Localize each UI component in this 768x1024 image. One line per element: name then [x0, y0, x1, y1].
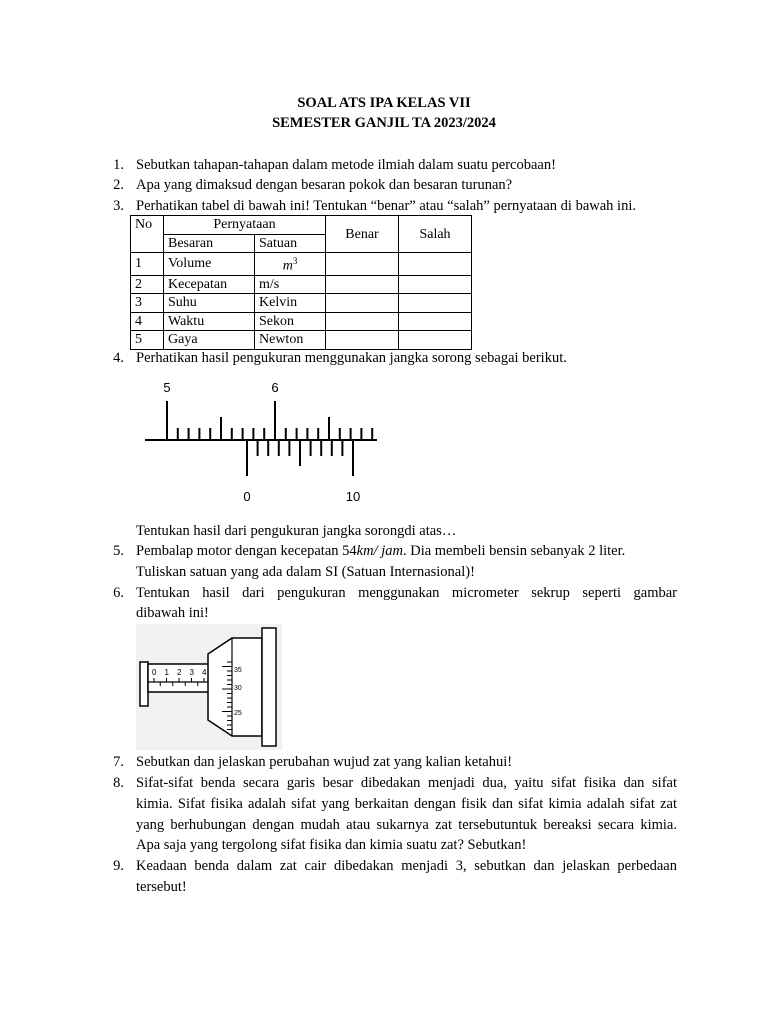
table-row [131, 253, 472, 276]
row-benar-cell [326, 331, 399, 350]
row-no: 2 [131, 275, 164, 294]
thimble-label-25: 25 [234, 710, 242, 717]
micrometer-figure [136, 624, 282, 750]
q8-line2: kimia. Sifat fisika adalah sifat yang berkaitan dengan fisik dan sifat kimia adalah sifat zat [136, 796, 677, 812]
unit-m: m [282, 258, 293, 274]
row-besaran: Waktu [164, 312, 255, 331]
q6-number: 6. [113, 585, 124, 601]
q3-number: 3. [113, 198, 124, 214]
row-no: 1 [131, 253, 164, 276]
vernier-label-0: 0 [243, 489, 251, 504]
q5-unit: km/ jam [356, 543, 403, 559]
unit-exponent: 3 [292, 256, 298, 266]
q4-followup: Tentukan hasil dari pengukuran jangka sorongdi atas… [136, 523, 457, 539]
row-no: 5 [131, 331, 164, 350]
row-satuan: Newton [255, 331, 326, 350]
vernier-label-10: 10 [345, 489, 361, 504]
vernier-caliper-figure [140, 375, 385, 515]
q4-number: 4. [113, 350, 124, 366]
row-salah-cell [399, 253, 472, 276]
row-besaran: Suhu [164, 294, 255, 313]
q5-line1 [136, 541, 677, 562]
vernier-scale-ticks [247, 440, 353, 476]
q4-text: Perhatikan hasil pengukuran menggunakan jangka sorong sebagai berikut. [136, 350, 567, 366]
row-besaran: Gaya [164, 331, 255, 350]
row-no: 3 [131, 294, 164, 313]
q5-value: 54 [342, 543, 357, 559]
row-satuan: m/s [255, 275, 326, 294]
q5-number: 5. [113, 543, 124, 559]
q1-text: Sebutkan tahapan-tahapan dalam metode ilmiah dalam suatu percobaan! [136, 157, 556, 173]
row-benar-cell [326, 294, 399, 313]
row-salah-cell [399, 331, 472, 350]
q8-line4: Apa saja yang tergolong sifat fisika dan kimia suatu zat? Sebutkan! [136, 837, 527, 853]
sleeve-label: 4 [202, 668, 207, 677]
q2-number: 2. [113, 177, 124, 193]
main-label-6: 6 [271, 380, 279, 395]
row-benar-cell [326, 253, 399, 276]
thimble-label-35: 35 [234, 667, 242, 674]
ratchet [262, 628, 276, 746]
q9-number: 9. [113, 858, 124, 874]
anvil [140, 662, 148, 706]
q3-text: Perhatikan tabel di bawah ini! Tentukan “benar” atau “salah” pernyataan di bawah ini. [136, 198, 636, 214]
q6-line2: dibawah ini! [136, 605, 209, 621]
sleeve-label: 1 [164, 668, 169, 677]
row-satuan: Sekon [255, 312, 326, 331]
table-row [131, 312, 472, 331]
table-row [131, 294, 472, 313]
q5-line2: Tuliskan satuan yang ada dalam SI (Satuan Internasional)! [136, 564, 475, 580]
statement-table [130, 215, 472, 350]
q1-number: 1. [113, 157, 124, 173]
row-salah-cell [399, 294, 472, 313]
sleeve-label: 3 [189, 668, 194, 677]
row-satuan [255, 253, 326, 276]
q7-number: 7. [113, 754, 124, 770]
row-benar-cell [326, 312, 399, 331]
row-salah-cell [399, 275, 472, 294]
row-besaran: Kecepatan [164, 275, 255, 294]
th-salah: Salah [399, 216, 472, 253]
th-pernyataan: Pernyataan [164, 216, 326, 235]
row-satuan: Kelvin [255, 294, 326, 313]
th-besaran: Besaran [164, 234, 255, 253]
sleeve-label: 0 [152, 668, 157, 677]
q5-post: . Dia membeli bensin sebanyak 2 liter. [402, 543, 626, 559]
th-benar: Benar [326, 216, 399, 253]
th-satuan: Satuan [255, 234, 326, 253]
q7-text: Sebutkan dan jelaskan perubahan wujud zat yang kalian ketahui! [136, 754, 513, 770]
table-row [131, 331, 472, 350]
main-label-5: 5 [163, 380, 171, 395]
q8-line3: yang berhubungan dengan mudah atau sukarnya zat tersebutuntuk bereaksi secara kimia. [136, 817, 677, 833]
exam-subtitle: SEMESTER GANJIL TA 2023/2024 [272, 115, 496, 131]
row-besaran: Volume [164, 253, 255, 276]
sleeve-label: 2 [177, 668, 182, 677]
table-row [131, 275, 472, 294]
thimble-label-30: 30 [234, 685, 242, 692]
main-scale-ticks [167, 401, 372, 440]
exam-title: SOAL ATS IPA KELAS VII [297, 95, 471, 111]
row-no: 4 [131, 312, 164, 331]
q5-pre: Pembalap motor dengan kecepatan [136, 543, 339, 559]
q2-text: Apa yang dimaksud dengan besaran pokok dan besaran turunan? [136, 177, 513, 193]
q8-line1: Sifat-sifat benda secara garis besar dibedakan menjadi dua, yaitu sifat fisika dan sifat [136, 775, 677, 791]
q9-line1: Keadaan benda dalam zat cair dibedakan menjadi 3, sebutkan dan jelaskan perbedaan [136, 858, 677, 874]
row-benar-cell [326, 275, 399, 294]
th-no: No [131, 216, 164, 253]
q8-number: 8. [113, 775, 124, 791]
q6-line1: Tentukan hasil dari pengukuran menggunakan micrometer sekrup seperti gambar [136, 585, 677, 601]
row-salah-cell [399, 312, 472, 331]
q9-line2: tersebut! [136, 879, 187, 895]
